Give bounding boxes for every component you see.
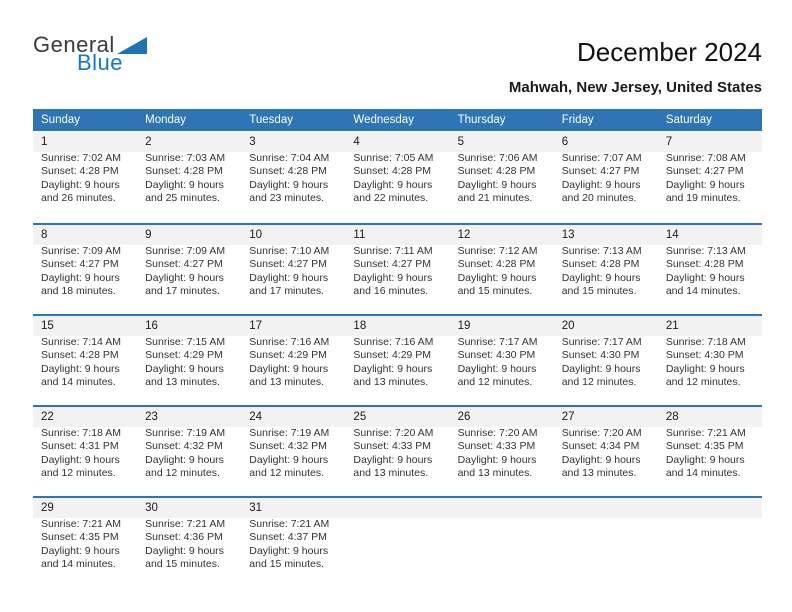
calendar-weeks [33, 132, 762, 587]
day-number: 10 [241, 225, 345, 245]
daylight-text-line1: Daylight: 9 hours [145, 271, 224, 284]
sunset-text: Sunset: 4:27 PM [145, 258, 223, 271]
sunrise-text: Sunrise: 7:08 AM [665, 152, 746, 164]
daylight-text-line2: and 17 minutes. [145, 285, 220, 298]
sunrise-text: Sunrise: 7:05 AM [353, 152, 434, 164]
sunset-text: Sunset: 4:28 PM [665, 258, 744, 271]
sunrise-text: Sunrise: 7:16 AM [353, 336, 434, 348]
day-number: 27 [554, 407, 658, 427]
daylight-text-line1: Daylight: 9 hours [457, 453, 537, 466]
daylight-text-line1: Daylight: 9 hours [145, 544, 224, 557]
sunset-text: Sunset: 4:29 PM [353, 349, 432, 362]
week-row [33, 132, 762, 223]
daylight-text-line1: Daylight: 9 hours [249, 178, 329, 191]
sunrise-text: Sunrise: 7:20 AM [457, 427, 538, 439]
calendar-day-cell [554, 132, 658, 223]
calendar-day-cell [241, 225, 345, 314]
daylight-text-line1: Daylight: 9 hours [457, 178, 537, 191]
sunset-text: Sunset: 4:28 PM [41, 349, 119, 362]
sunset-text: Sunset: 4:27 PM [353, 258, 432, 271]
calendar-day-cell [450, 407, 554, 496]
calendar-day-cell [345, 132, 449, 223]
sunrise-text: Sunrise: 7:12 AM [457, 245, 538, 257]
calendar-day-cell [658, 316, 762, 405]
daylight-text-line2: and 12 minutes. [249, 467, 324, 480]
day-number: 19 [450, 316, 554, 336]
sunset-text: Sunset: 4:28 PM [457, 258, 536, 271]
daylight-text-line2: and 26 minutes. [41, 192, 116, 205]
sunrise-text: Sunrise: 7:09 AM [41, 245, 121, 257]
day-number: 17 [241, 316, 345, 336]
calendar-day-cell [137, 132, 241, 223]
sunrise-text: Sunrise: 7:15 AM [145, 336, 226, 348]
day-number: 28 [658, 407, 762, 427]
daylight-text-line1: Daylight: 9 hours [41, 271, 120, 284]
daylight-text-line2: and 19 minutes. [665, 192, 741, 205]
day-number: 15 [33, 316, 137, 336]
daylight-text-line2: and 12 minutes. [457, 376, 533, 389]
general-blue-logo [33, 34, 147, 74]
calendar-day-cell [554, 225, 658, 314]
sunrise-text: Sunrise: 7:21 AM [41, 518, 121, 530]
daylight-text-line2: and 14 minutes. [41, 376, 116, 389]
calendar-day-cell [241, 316, 345, 405]
day-number [554, 498, 658, 518]
calendar-day-cell [658, 132, 762, 223]
day-number: 6 [554, 132, 658, 152]
calendar-day-cell [450, 132, 554, 223]
daylight-text-line2: and 13 minutes. [561, 467, 637, 480]
sunset-text: Sunset: 4:30 PM [665, 349, 744, 362]
daylight-text-line1: Daylight: 9 hours [561, 178, 641, 191]
daylight-text-line1: Daylight: 9 hours [353, 178, 433, 191]
daylight-text-line1: Daylight: 9 hours [353, 271, 433, 284]
daylight-text-line1: Daylight: 9 hours [41, 544, 120, 557]
calendar-day-cell [241, 132, 345, 223]
day-number: 1 [33, 132, 137, 152]
daylight-text-line1: Daylight: 9 hours [665, 362, 745, 375]
sunrise-text: Sunrise: 7:16 AM [249, 336, 330, 348]
top-bar [0, 0, 792, 96]
page-subtitle: Mahwah, New Jersey, United States [508, 79, 762, 96]
sunset-text: Sunset: 4:28 PM [41, 165, 119, 178]
sunrise-text: Sunrise: 7:07 AM [561, 152, 642, 164]
sunset-text: Sunset: 4:35 PM [665, 440, 744, 453]
daylight-text-line1: Daylight: 9 hours [145, 178, 224, 191]
calendar-day-cell [450, 316, 554, 405]
daylight-text-line1: Daylight: 9 hours [353, 453, 433, 466]
calendar-day-cell [554, 316, 658, 405]
sunset-text: Sunset: 4:37 PM [249, 531, 327, 544]
daylight-text-line2: and 18 minutes. [41, 285, 116, 298]
daylight-text-line1: Daylight: 9 hours [561, 271, 641, 284]
daylight-text-line2: and 15 minutes. [457, 285, 533, 298]
daylight-text-line1: Daylight: 9 hours [249, 362, 329, 375]
daylight-text-line1: Daylight: 9 hours [665, 178, 745, 191]
calendar-day-cell [33, 407, 137, 496]
daylight-text-line2: and 13 minutes. [353, 376, 429, 389]
sunrise-text: Sunrise: 7:21 AM [145, 518, 226, 530]
sunrise-text: Sunrise: 7:19 AM [145, 427, 226, 439]
sunset-text: Sunset: 4:35 PM [41, 531, 119, 544]
calendar-day-cell [33, 498, 137, 587]
logo-text-general: General [33, 32, 115, 57]
calendar-day-cell [33, 132, 137, 223]
day-header-sunday: Sunday [41, 114, 81, 126]
sunset-text: Sunset: 4:27 PM [665, 165, 744, 178]
calendar-day-cell [241, 498, 345, 587]
sunrise-text: Sunrise: 7:17 AM [457, 336, 538, 348]
daylight-text-line2: and 14 minutes. [665, 285, 741, 298]
sunrise-text: Sunrise: 7:17 AM [561, 336, 642, 348]
day-number: 22 [33, 407, 137, 427]
daylight-text-line2: and 22 minutes. [353, 192, 429, 205]
calendar-empty-cell [554, 498, 658, 587]
sunset-text: Sunset: 4:28 PM [249, 165, 327, 178]
sunrise-text: Sunrise: 7:14 AM [41, 336, 121, 348]
sunrise-text: Sunrise: 7:20 AM [561, 427, 642, 439]
calendar-day-cell [33, 316, 137, 405]
day-number: 2 [137, 132, 241, 152]
day-number: 3 [241, 132, 345, 152]
day-header-friday: Friday [561, 114, 594, 126]
sunset-text: Sunset: 4:33 PM [353, 440, 432, 453]
day-number: 13 [554, 225, 658, 245]
logo-text-blue: Blue [77, 50, 124, 75]
daylight-text-line1: Daylight: 9 hours [457, 271, 537, 284]
day-number: 24 [241, 407, 345, 427]
day-number: 23 [137, 407, 241, 427]
daylight-text-line2: and 14 minutes. [41, 558, 116, 571]
day-number [658, 498, 762, 518]
day-header-wednesday: Wednesday [353, 114, 414, 126]
sunrise-text: Sunrise: 7:18 AM [41, 427, 121, 439]
daylight-text-line2: and 25 minutes. [145, 192, 220, 205]
week-row [33, 223, 762, 314]
daylight-text-line1: Daylight: 9 hours [561, 453, 641, 466]
day-header-saturday: Saturday [665, 114, 712, 126]
day-number: 21 [658, 316, 762, 336]
calendar-day-cell [241, 407, 345, 496]
daylight-text-line1: Daylight: 9 hours [249, 544, 329, 557]
sunset-text: Sunset: 4:31 PM [41, 440, 119, 453]
calendar-empty-cell [658, 498, 762, 587]
calendar-day-cell [450, 225, 554, 314]
daylight-text-line1: Daylight: 9 hours [41, 362, 120, 375]
calendar-day-cell [658, 407, 762, 496]
daylight-text-line2: and 13 minutes. [249, 376, 324, 389]
daylight-text-line1: Daylight: 9 hours [249, 271, 329, 284]
calendar-day-cell [137, 407, 241, 496]
day-number: 31 [241, 498, 345, 518]
daylight-text-line1: Daylight: 9 hours [561, 362, 641, 375]
daylight-text-line2: and 15 minutes. [145, 558, 220, 571]
calendar-empty-cell [450, 498, 554, 587]
day-number [345, 498, 449, 518]
daylight-text-line2: and 14 minutes. [665, 467, 741, 480]
weekday-header-row [33, 109, 762, 131]
daylight-text-line2: and 17 minutes. [249, 285, 324, 298]
day-number: 30 [137, 498, 241, 518]
day-number: 12 [450, 225, 554, 245]
day-number: 16 [137, 316, 241, 336]
calendar-day-cell [137, 225, 241, 314]
calendar-day-cell [554, 407, 658, 496]
sunset-text: Sunset: 4:28 PM [353, 165, 432, 178]
title-block [509, 34, 762, 96]
daylight-text-line1: Daylight: 9 hours [249, 453, 329, 466]
day-number: 9 [137, 225, 241, 245]
day-header-thursday: Thursday [457, 114, 506, 126]
sunrise-text: Sunrise: 7:02 AM [41, 152, 121, 164]
day-number: 29 [33, 498, 137, 518]
daylight-text-line1: Daylight: 9 hours [41, 178, 120, 191]
daylight-text-line2: and 16 minutes. [353, 285, 429, 298]
calendar-day-cell [345, 225, 449, 314]
daylight-text-line1: Daylight: 9 hours [457, 362, 537, 375]
sunrise-text: Sunrise: 7:04 AM [249, 152, 330, 164]
sunset-text: Sunset: 4:27 PM [249, 258, 327, 271]
sunset-text: Sunset: 4:28 PM [561, 258, 640, 271]
sunset-text: Sunset: 4:27 PM [561, 165, 640, 178]
daylight-text-line2: and 12 minutes. [145, 467, 220, 480]
day-number: 5 [450, 132, 554, 152]
calendar-day-cell [137, 316, 241, 405]
daylight-text-line1: Daylight: 9 hours [145, 453, 224, 466]
sunrise-text: Sunrise: 7:09 AM [145, 245, 226, 257]
sunrise-text: Sunrise: 7:20 AM [353, 427, 434, 439]
day-number: 20 [554, 316, 658, 336]
sunset-text: Sunset: 4:28 PM [457, 165, 536, 178]
calendar [33, 109, 762, 587]
sunset-text: Sunset: 4:32 PM [145, 440, 223, 453]
sunrise-text: Sunrise: 7:21 AM [249, 518, 330, 530]
daylight-text-line2: and 23 minutes. [249, 192, 324, 205]
daylight-text-line2: and 12 minutes. [561, 376, 637, 389]
day-number [450, 498, 554, 518]
daylight-text-line2: and 12 minutes. [41, 467, 116, 480]
sunrise-text: Sunrise: 7:06 AM [457, 152, 538, 164]
daylight-text-line2: and 12 minutes. [665, 376, 741, 389]
calendar-day-cell [33, 225, 137, 314]
day-header-tuesday: Tuesday [249, 114, 293, 126]
week-row [33, 496, 762, 587]
daylight-text-line2: and 20 minutes. [561, 192, 637, 205]
calendar-day-cell [345, 316, 449, 405]
sunrise-text: Sunrise: 7:13 AM [561, 245, 642, 257]
sunset-text: Sunset: 4:32 PM [249, 440, 327, 453]
week-row [33, 405, 762, 496]
calendar-empty-cell [345, 498, 449, 587]
daylight-text-line2: and 13 minutes. [145, 376, 220, 389]
sunrise-text: Sunrise: 7:18 AM [665, 336, 746, 348]
sunset-text: Sunset: 4:36 PM [145, 531, 223, 544]
day-number: 14 [658, 225, 762, 245]
sunset-text: Sunset: 4:30 PM [457, 349, 536, 362]
daylight-text-line1: Daylight: 9 hours [41, 453, 120, 466]
calendar-day-cell [658, 225, 762, 314]
daylight-text-line1: Daylight: 9 hours [353, 362, 433, 375]
daylight-text-line2: and 13 minutes. [353, 467, 429, 480]
sunset-text: Sunset: 4:29 PM [145, 349, 223, 362]
sunrise-text: Sunrise: 7:10 AM [249, 245, 330, 257]
daylight-text-line2: and 15 minutes. [249, 558, 324, 571]
day-number: 7 [658, 132, 762, 152]
sunset-text: Sunset: 4:33 PM [457, 440, 536, 453]
sunset-text: Sunset: 4:34 PM [561, 440, 640, 453]
page-title: December 2024 [577, 37, 762, 67]
day-number: 25 [345, 407, 449, 427]
daylight-text-line2: and 13 minutes. [457, 467, 533, 480]
daylight-text-line1: Daylight: 9 hours [145, 362, 224, 375]
day-number: 11 [345, 225, 449, 245]
week-row [33, 314, 762, 405]
day-number: 4 [345, 132, 449, 152]
calendar-day-cell [345, 407, 449, 496]
sunrise-text: Sunrise: 7:03 AM [145, 152, 226, 164]
daylight-text-line2: and 15 minutes. [561, 285, 637, 298]
daylight-text-line2: and 21 minutes. [457, 192, 533, 205]
day-number: 18 [345, 316, 449, 336]
daylight-text-line1: Daylight: 9 hours [665, 453, 745, 466]
sunset-text: Sunset: 4:30 PM [561, 349, 640, 362]
sunrise-text: Sunrise: 7:19 AM [249, 427, 330, 439]
sunrise-text: Sunrise: 7:21 AM [665, 427, 746, 439]
sunrise-text: Sunrise: 7:11 AM [353, 245, 433, 257]
daylight-text-line1: Daylight: 9 hours [665, 271, 745, 284]
sunrise-text: Sunrise: 7:13 AM [665, 245, 746, 257]
day-header-monday: Monday [145, 114, 187, 126]
sunset-text: Sunset: 4:28 PM [145, 165, 223, 178]
calendar-day-cell [137, 498, 241, 587]
day-number: 8 [33, 225, 137, 245]
sunset-text: Sunset: 4:29 PM [249, 349, 327, 362]
day-number: 26 [450, 407, 554, 427]
sunset-text: Sunset: 4:27 PM [41, 258, 119, 271]
